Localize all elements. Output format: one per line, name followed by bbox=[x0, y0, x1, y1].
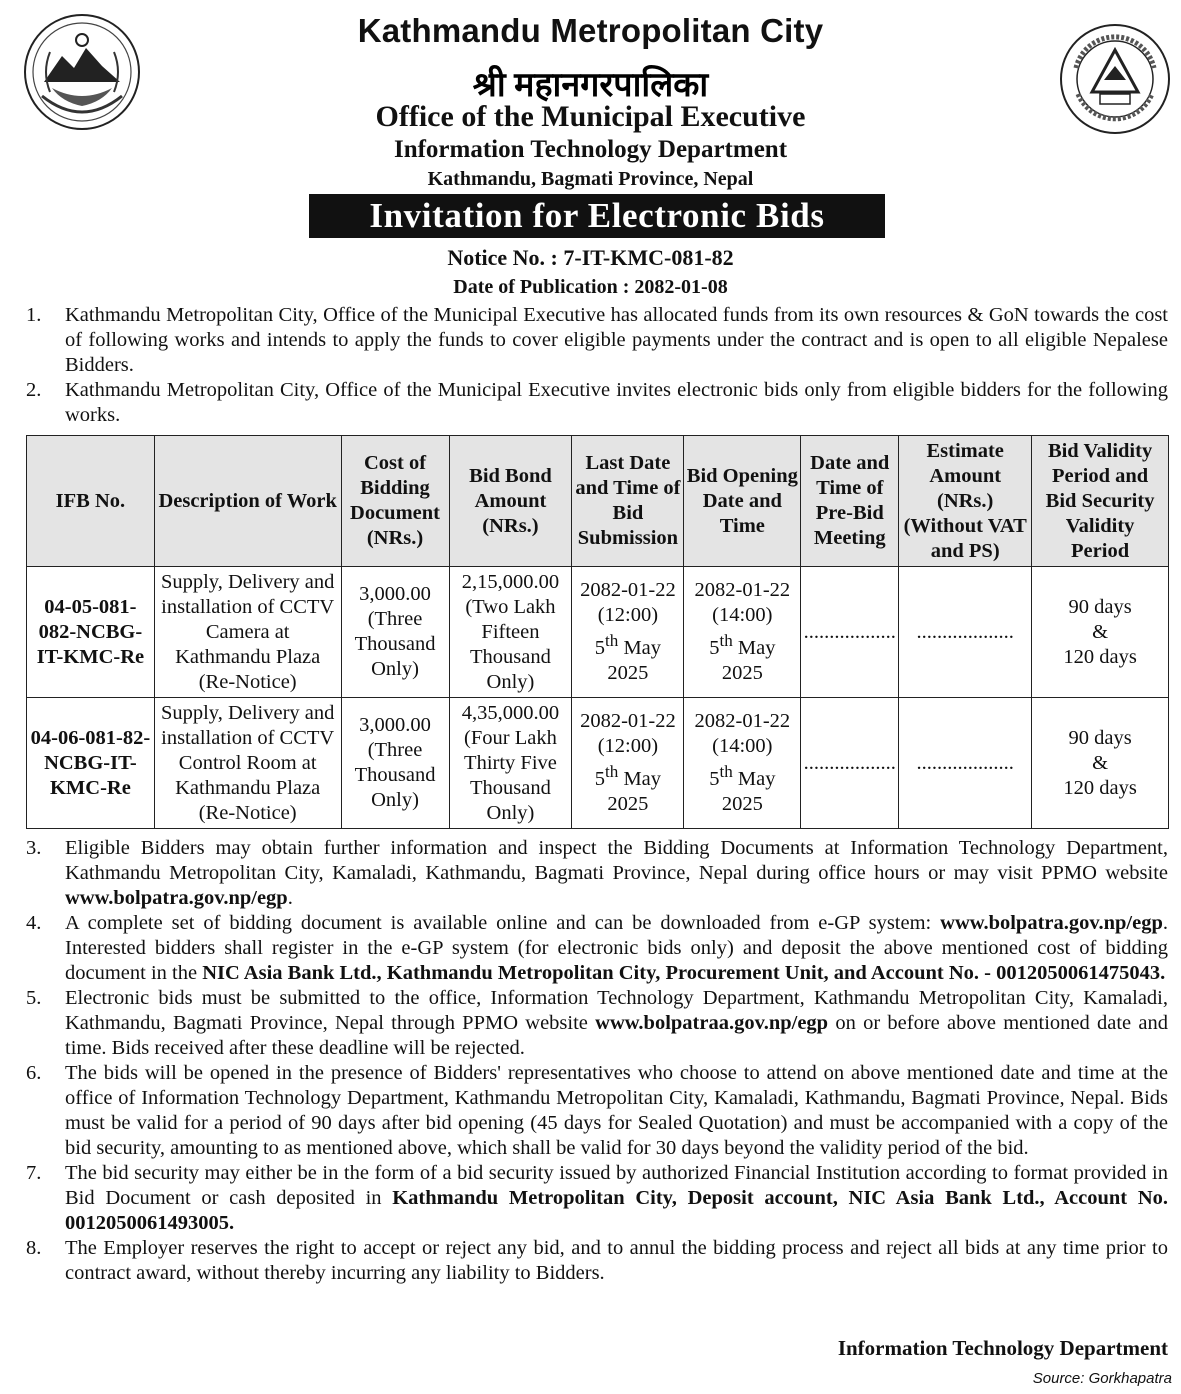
paragraph-number: 6. bbox=[26, 1062, 42, 1084]
last-day-suffix: th bbox=[605, 762, 619, 782]
paragraph-text: Kathmandu Metropolitan City, Office of the Municipal Executive has allocated funds from its own resources & GoN towards the cost of following works and intends to apply the funds to cover eligible payments under the contract and is open to all eligible Nepalese Bidders. bbox=[65, 304, 1168, 376]
validity-bid: 90 days bbox=[1068, 726, 1132, 749]
last-day: 5 bbox=[594, 767, 606, 790]
paragraph-text: Electronic bids must be submitted to the office, Information Technology Department, Kathmandu Metropolitan City, Kamaladi, Kathmandu, Bagmati Province, Nepal through PPMO website bbox=[65, 987, 1168, 1034]
paragraph-text: A complete set of bidding document is available online and can be downloaded from e-GP system: bbox=[65, 912, 941, 934]
description-cell: Supply, Delivery and installation of CCTV Camera at Kathmandu Plaza (Re-Notice) bbox=[154, 567, 341, 698]
open-day-suffix: th bbox=[719, 631, 733, 651]
estimate-cell: ................... bbox=[899, 567, 1032, 698]
last-time: (12:00) bbox=[597, 604, 659, 627]
paragraph-text-2: . Interested bidders shall register in the e-GP system (for electronic bids only) and deposit the above mentioned cost of bidding document in the bbox=[65, 912, 1168, 984]
validity-bid: 90 days bbox=[1068, 595, 1132, 618]
last-year: 2025 bbox=[607, 792, 649, 815]
col-ifb-no: IFB No. bbox=[27, 436, 155, 567]
open-year: 2025 bbox=[721, 792, 763, 815]
last-year: 2025 bbox=[607, 661, 649, 684]
prebid-cell: .................. bbox=[801, 698, 899, 829]
open-date: 2082-01-22 bbox=[694, 710, 791, 733]
paragraph-number: 5. bbox=[26, 987, 42, 1009]
bond-cell: 4,35,000.00 (Four Lakh Thirty Five Thousand Only) bbox=[449, 698, 572, 829]
open-day: 5 bbox=[709, 636, 720, 659]
col-last-date: Last Date and Time of Bid Submission bbox=[572, 436, 684, 567]
last-time: (12:00) bbox=[597, 735, 659, 758]
city-name-nepali: श्री महानगरपालिका bbox=[472, 67, 709, 104]
paragraph-1 bbox=[26, 303, 1168, 378]
source-credit: Source: Gorkhapatra bbox=[1032, 1370, 1172, 1387]
paragraph-number: 3. bbox=[26, 837, 42, 859]
validity-amp: & bbox=[1092, 620, 1109, 643]
last-month: May bbox=[623, 767, 662, 790]
website-link: www.bolpatra.gov.np/egp bbox=[65, 887, 288, 909]
paragraph-4 bbox=[26, 911, 1168, 986]
validity-security: 120 days bbox=[1063, 645, 1137, 668]
cost-cell: 3,000.00 (Three Thousand Only) bbox=[341, 698, 449, 829]
paragraph-5 bbox=[26, 986, 1168, 1061]
address: Kathmandu, Bagmati Province, Nepal bbox=[427, 168, 754, 190]
opening-cell bbox=[684, 698, 801, 829]
bank-account: NIC Asia Bank Ltd., Kathmandu Metropolitan City, Procurement Unit, and Account No. - 0012050061475043. bbox=[202, 962, 1166, 984]
paragraph-number: 4. bbox=[26, 912, 42, 934]
last-date: 2082-01-22 bbox=[580, 579, 676, 602]
department-name: Information Technology Department bbox=[393, 136, 788, 163]
notice-header bbox=[0, 0, 1181, 300]
website-link: www.bolpatraa.gov.np/egp bbox=[595, 1012, 829, 1034]
signature: Information Technology Department bbox=[837, 1336, 1168, 1360]
col-cost: Cost of Bidding Document (NRs.) bbox=[341, 436, 449, 567]
terms-paragraphs bbox=[26, 836, 1168, 1286]
opening-cell bbox=[684, 567, 801, 698]
open-time: (14:00) bbox=[712, 735, 773, 758]
open-day-suffix: th bbox=[719, 762, 733, 782]
col-validity: Bid Validity Period and Bid Security Validity Period bbox=[1032, 436, 1169, 567]
last-date: 2082-01-22 bbox=[580, 710, 676, 733]
paragraph-tail: . bbox=[287, 887, 293, 909]
col-opening: Bid Opening Date and Time bbox=[684, 436, 801, 567]
paragraph-2 bbox=[26, 378, 1168, 428]
last-month: May bbox=[623, 636, 662, 659]
notice-number: Notice No. : 7-IT-KMC-081-82 bbox=[447, 245, 734, 270]
office-name: Office of the Municipal Executive bbox=[375, 100, 806, 133]
paragraph-number: 8. bbox=[26, 1237, 42, 1259]
intro-paragraphs bbox=[26, 303, 1168, 428]
bond-cell: 2,15,000.00 (Two Lakh Fifteen Thousand Only) bbox=[449, 567, 572, 698]
publication-date: Date of Publication : 2082-01-08 bbox=[453, 276, 728, 298]
description-cell: Supply, Delivery and installation of CCTV Control Room at Kathmandu Plaza (Re-Notice) bbox=[154, 698, 341, 829]
col-prebid: Date and Time of Pre-Bid Meeting bbox=[801, 436, 899, 567]
paragraph-text: The Employer reserves the right to accept or reject any bid, and to annul the bidding process and reject all bids at any time prior to contract award, without thereby incurring any liability to Bidders. bbox=[65, 1237, 1168, 1284]
col-description: Description of Work bbox=[154, 436, 341, 567]
open-date: 2082-01-22 bbox=[694, 579, 791, 602]
paragraph-text-2: on or before above mentioned date and time. Bids received after these deadline will be rejected. bbox=[65, 1012, 1168, 1059]
open-month: May bbox=[737, 767, 776, 790]
paragraph-text: Kathmandu Metropolitan City, Office of the Municipal Executive invites electronic bids only from eligible bidders for the following works. bbox=[65, 379, 1168, 426]
validity-cell bbox=[1032, 567, 1169, 698]
last-day-suffix: th bbox=[605, 631, 619, 651]
table-header-row bbox=[27, 436, 1169, 567]
website-link: www.bolpatra.gov.np/egp bbox=[940, 912, 1163, 934]
bids-table bbox=[26, 435, 1169, 829]
notice-title: Invitation for Electronic Bids bbox=[309, 194, 885, 238]
deposit-account: Kathmandu Metropolitan City, Deposit account, NIC Asia Bank Ltd., Account No. 0012050061493005. bbox=[65, 1187, 1168, 1234]
paragraph-8 bbox=[26, 1236, 1168, 1286]
estimate-cell: ................... bbox=[899, 698, 1032, 829]
paragraph-7 bbox=[26, 1161, 1168, 1236]
paragraph-text: The bids will be opened in the presence of Bidders' representatives who choose to attend on above mentioned date and time at the office of Information Technology Department, Kathmandu Metropolitan City, Kamaladi, Kathmandu, Bagmati Province, Nepal. Bids must be valid for a period of 90 days after bid opening (45 days for Sealed Quotation) and must be accompanied with a copy of the bid security, amounting to as mentioned above, which shall be valid for 30 days beyond the validity period of the bid. bbox=[65, 1062, 1168, 1159]
city-name: Kathmandu Metropolitan City bbox=[357, 12, 824, 49]
paragraph-number: 7. bbox=[26, 1162, 42, 1184]
table-row bbox=[27, 567, 1169, 698]
paragraph-3 bbox=[26, 836, 1168, 911]
open-time: (14:00) bbox=[712, 604, 773, 627]
paragraph-6 bbox=[26, 1061, 1168, 1161]
cost-cell: 3,000.00 (Three Thousand Only) bbox=[341, 567, 449, 698]
paragraph-number: 2. bbox=[26, 379, 42, 401]
paragraph-number: 1. bbox=[26, 304, 42, 326]
ifb-cell: 04-05-081-082-NCBG-IT-KMC-Re bbox=[27, 567, 155, 698]
validity-cell bbox=[1032, 698, 1169, 829]
last-date-cell bbox=[572, 567, 684, 698]
last-date-cell bbox=[572, 698, 684, 829]
open-month: May bbox=[737, 636, 776, 659]
validity-security: 120 days bbox=[1063, 776, 1137, 799]
paragraph-text: Eligible Bidders may obtain further information and inspect the Bidding Documents at Information Technology Department, Kathmandu Metropolitan City, Kamaladi, Kathmandu, Bagmati Province, Nepal during office hours or may visit PPMO website bbox=[65, 837, 1168, 884]
last-day: 5 bbox=[594, 636, 606, 659]
col-estimate: Estimate Amount (NRs.) (Without VAT and PS) bbox=[899, 436, 1032, 567]
table-row bbox=[27, 698, 1169, 829]
col-bid-bond: Bid Bond Amount (NRs.) bbox=[449, 436, 572, 567]
ifb-cell: 04-06-081-82-NCBG-IT-KMC-Re bbox=[27, 698, 155, 829]
prebid-cell: .................. bbox=[801, 567, 899, 698]
open-day: 5 bbox=[709, 767, 720, 790]
open-year: 2025 bbox=[721, 661, 763, 684]
validity-amp: & bbox=[1092, 751, 1109, 774]
paragraph-text: The bid security may either be in the form of a bid security issued by authorized Financial Institution according to format provided in Bid Document or cash deposited in bbox=[65, 1162, 1168, 1209]
